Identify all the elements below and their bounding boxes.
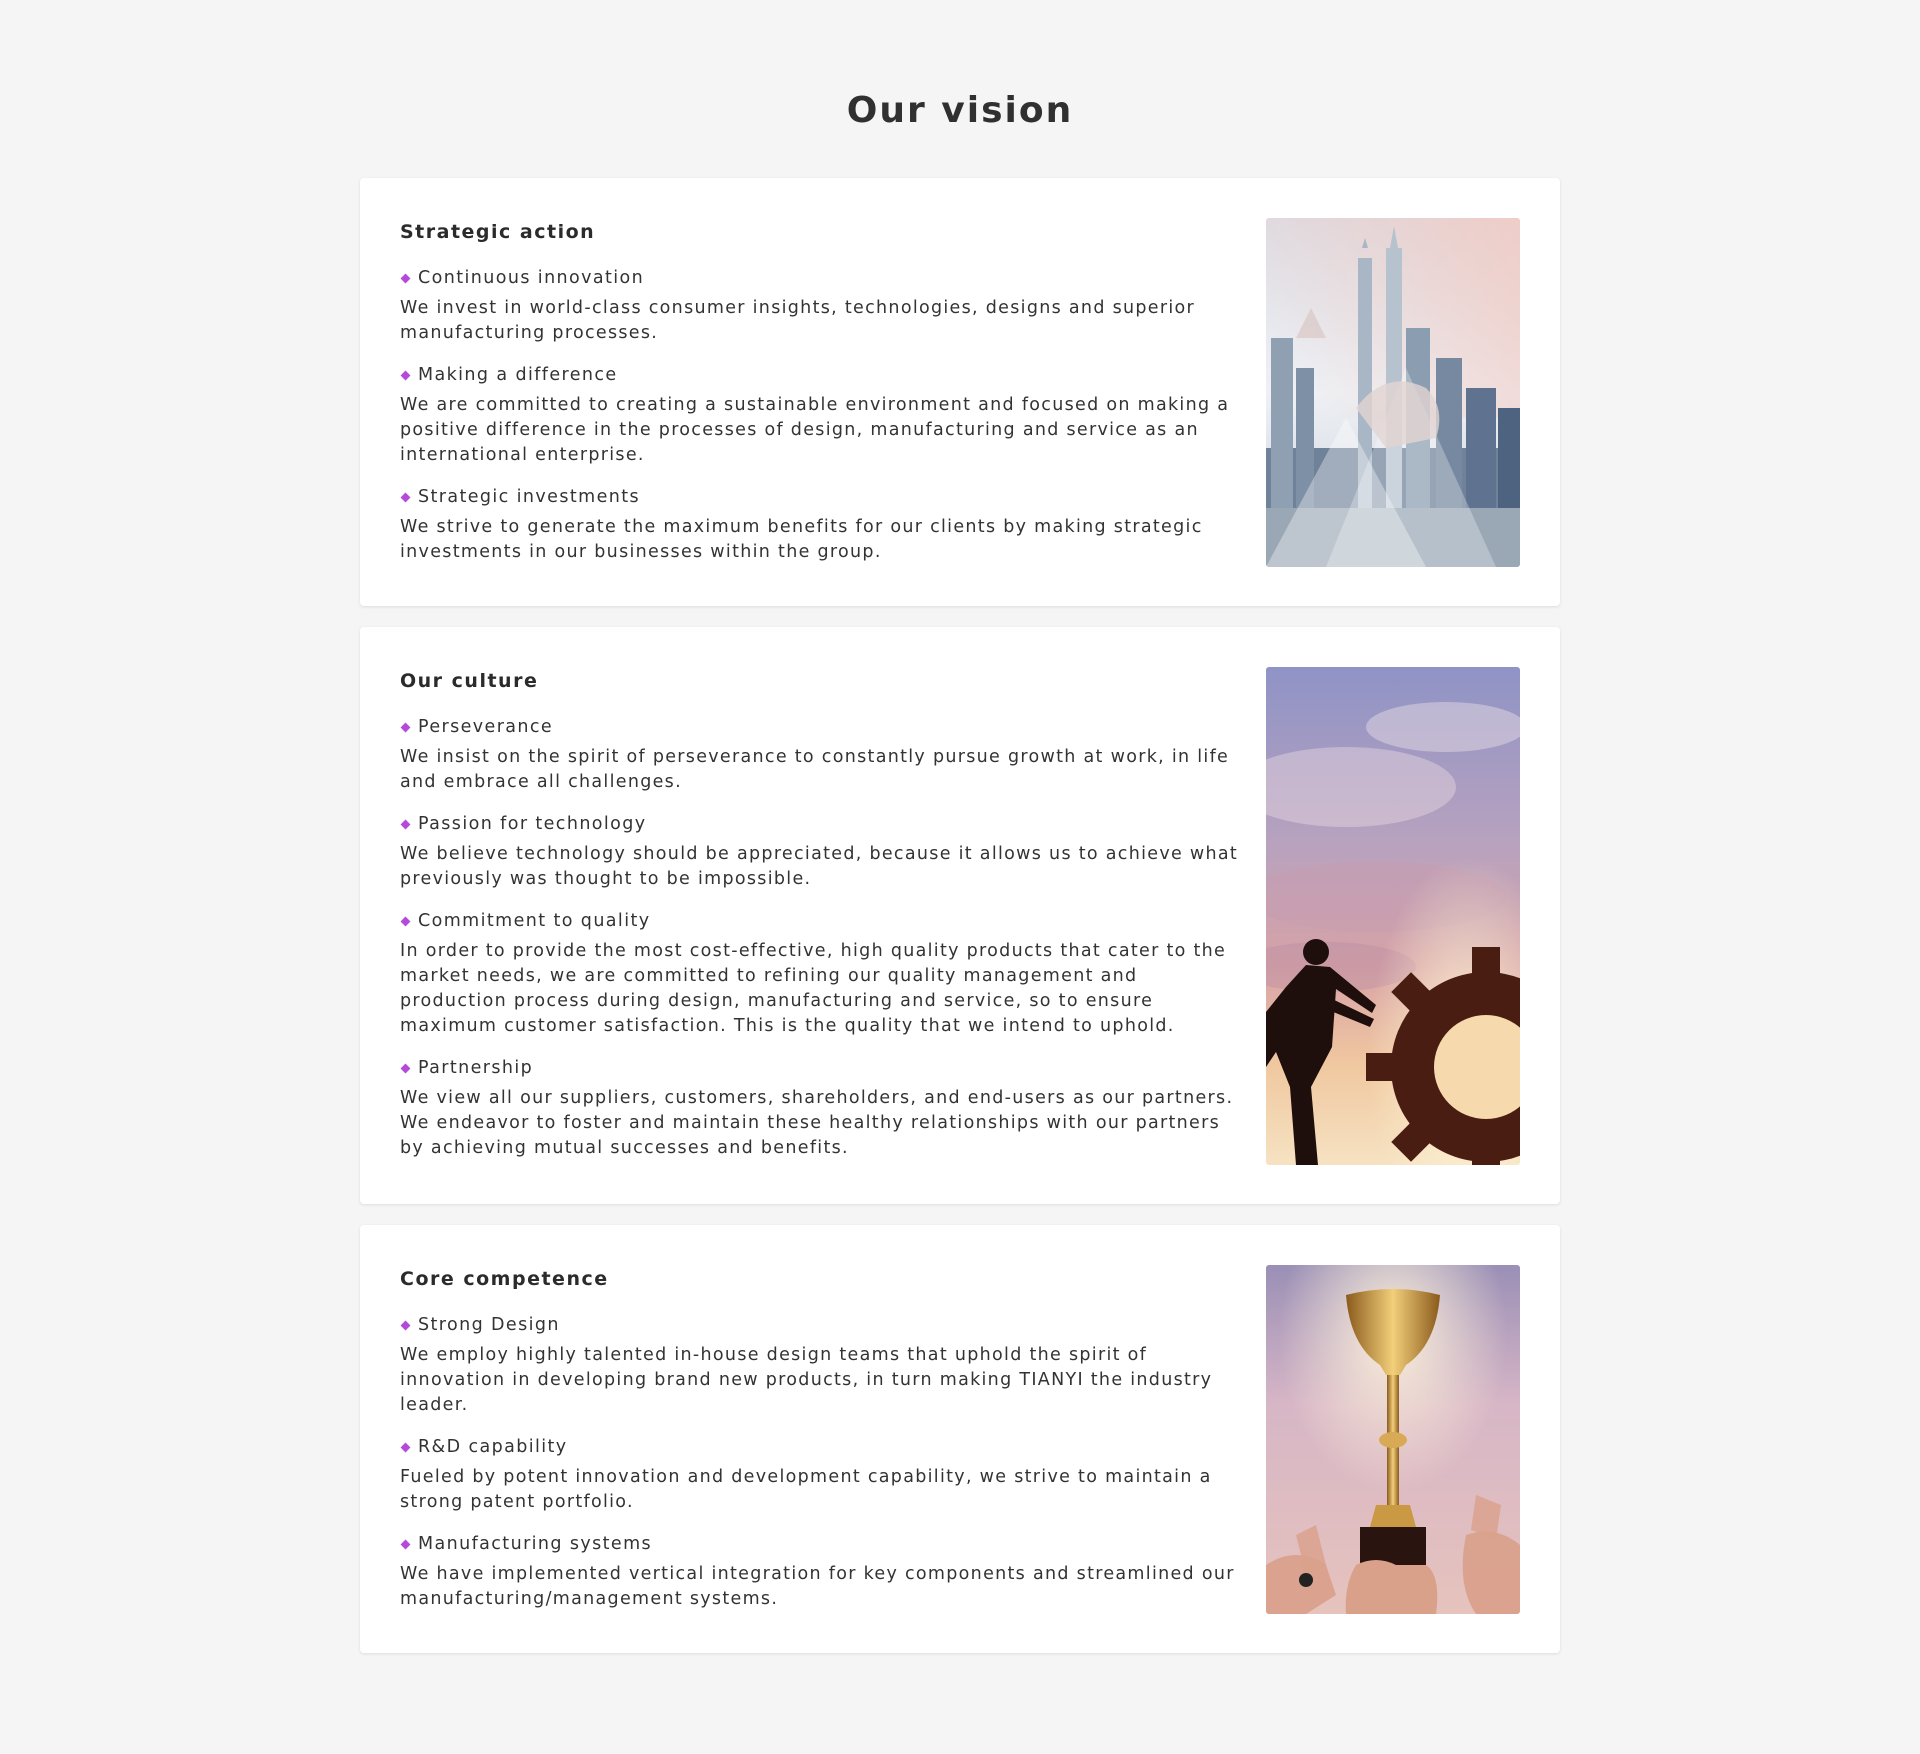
item-description: In order to provide the most cost-effective, high quality products that cater to the market needs, we are committed to refining our quality management and production process during design, manufacturing and service, so to ensure maximum customer satisfaction. This is the quality that we intend to uphold. — [400, 941, 1227, 1036]
list-item — [400, 812, 1245, 892]
section-title: Strategic action — [400, 221, 596, 243]
item-heading: Manufacturing systems — [418, 1534, 653, 1554]
diamond-bullet-icon — [401, 1063, 411, 1073]
list-item — [400, 363, 1245, 468]
diamond-bullet-icon — [401, 273, 411, 283]
section-text — [400, 669, 1245, 1178]
diamond-bullet-icon — [401, 492, 411, 502]
list-item — [400, 1532, 1245, 1612]
item-heading: Passion for technology — [418, 814, 647, 834]
item-description: We have implemented vertical integration for key components and streamlined our manufacturing/management systems. — [400, 1564, 1235, 1609]
item-description: We employ highly talented in-house design teams that uphold the spirit of innovation in developing brand new products, in turn making TIANYI the industry leader. — [400, 1345, 1213, 1415]
list-item — [400, 1313, 1245, 1418]
item-heading: Perseverance — [418, 717, 554, 737]
item-heading: Strategic investments — [418, 487, 641, 507]
list-item — [400, 715, 1245, 795]
item-heading: Commitment to quality — [418, 911, 651, 931]
diamond-bullet-icon — [401, 1539, 411, 1549]
item-heading: Continuous innovation — [418, 268, 645, 288]
item-description: We invest in world-class consumer insights, technologies, designs and superior manufacturing processes. — [400, 298, 1196, 343]
trophy-raised-by-hands-image — [1266, 1265, 1520, 1614]
section-card-our-culture — [360, 627, 1560, 1204]
list-item — [400, 1056, 1245, 1161]
list-item — [400, 266, 1245, 346]
diamond-bullet-icon — [401, 1320, 411, 1330]
man-pushing-gear-silhouette-image — [1266, 667, 1520, 1165]
page-title: Our vision — [846, 90, 1074, 131]
section-title: Our culture — [400, 670, 539, 692]
section-card-strategic-action — [360, 178, 1560, 606]
section-title: Core competence — [400, 1268, 609, 1290]
item-description: We view all our suppliers, customers, shareholders, and end-users as our partners. We endeavor to foster and maintain these healthy relationships with our partners by achieving mutual successes and benefits. — [400, 1088, 1234, 1158]
diamond-bullet-icon — [401, 916, 411, 926]
item-heading: Partnership — [418, 1058, 534, 1078]
diamond-bullet-icon — [401, 1442, 411, 1452]
list-item — [400, 485, 1245, 565]
item-description: Fueled by potent innovation and development capability, we strive to maintain a strong patent portfolio. — [400, 1467, 1212, 1512]
diamond-bullet-icon — [401, 819, 411, 829]
list-item — [400, 1435, 1245, 1515]
item-heading: R&D capability — [418, 1437, 568, 1457]
item-heading: Strong Design — [418, 1315, 560, 1335]
item-description: We believe technology should be appreciated, because it allows us to achieve what previously was thought to be impossible. — [400, 844, 1239, 889]
item-heading: Making a difference — [418, 365, 618, 385]
list-item — [400, 909, 1245, 1039]
item-description: We are committed to creating a sustainable environment and focused on making a positive difference in the processes of design, manufacturing and service as an international enterprise. — [400, 395, 1230, 465]
item-description: We strive to generate the maximum benefits for our clients by making strategic investments in our businesses within the group. — [400, 517, 1203, 562]
diamond-bullet-icon — [401, 722, 411, 732]
section-text — [400, 1267, 1245, 1629]
section-text — [400, 220, 1245, 582]
item-description: We insist on the spirit of perseverance to constantly pursue growth at work, in life and embrace all challenges. — [400, 747, 1230, 792]
diamond-bullet-icon — [401, 370, 411, 380]
section-card-core-competence — [360, 1225, 1560, 1653]
city-skyline-handshake-image — [1266, 218, 1520, 567]
